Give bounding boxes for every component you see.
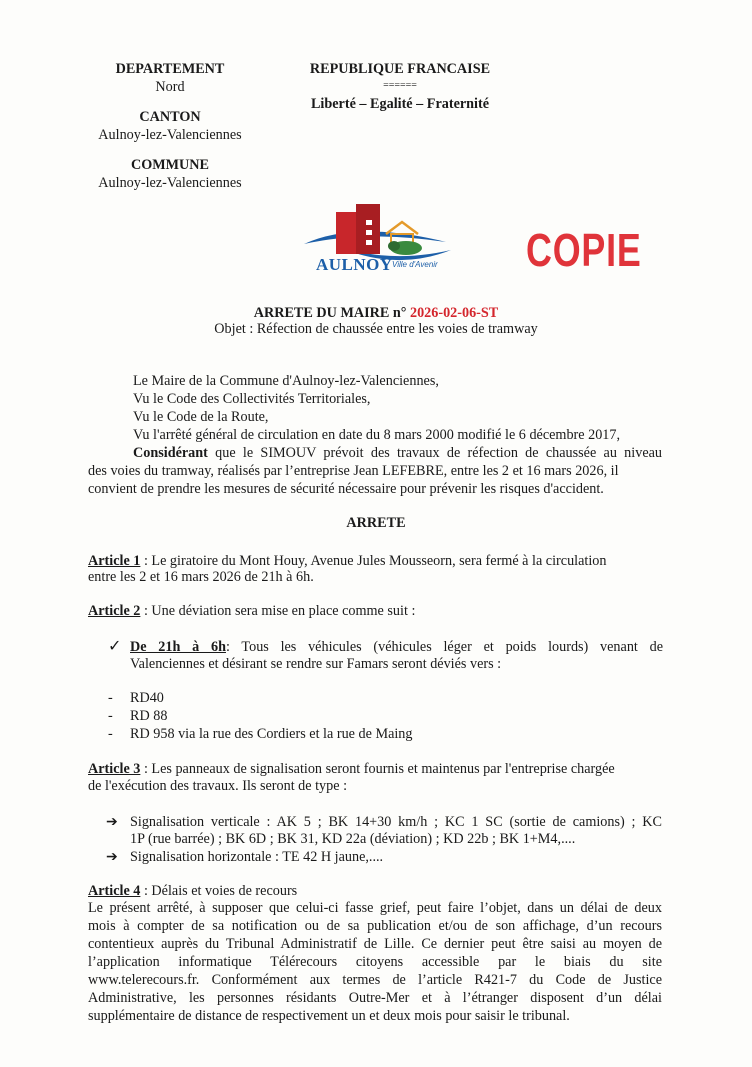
route-label: RD 88	[130, 708, 168, 724]
signal-vertical-b: 1P (rue barrée) ; BK 6D ; BK 31, KD 22a (déviation) ; KD 22b ; BK 1+M4,....	[130, 831, 576, 847]
article-4-line-3: contentieux auprès du Tribunal Administratif de Lille. Ce dernier peut être saisi au moyen de	[88, 936, 662, 952]
decree-title-prefix: ARRETE DU MAIRE n°	[253, 305, 407, 321]
article-4-label: Article 4	[88, 883, 141, 899]
route-item	[108, 725, 413, 743]
article-1-line-2: entre les 2 et 16 mars 2026 de 21h à 6h.	[88, 569, 314, 585]
route-item	[108, 707, 168, 725]
preamble-line-2: Vu le Code des Collectivités Territoriales,	[133, 391, 371, 407]
article-4-line-6: Administrative, les personnes résidants Outre-Mer et à l’étranger disposent d’un délai	[88, 990, 662, 1006]
aulnoy-logo	[296, 198, 456, 280]
canton-label: CANTON	[139, 109, 201, 125]
considerant-line-c: convient de prendre les mesures de sécurité nécessaire pour prévenir les risques d'accident.	[88, 481, 604, 497]
considerant-keyword: Considérant	[133, 445, 208, 461]
article-3-line-1	[88, 760, 615, 778]
article-2-time-line-a	[130, 638, 663, 656]
considerant-text-a: que le SIMOUV prévoit des travaux de réfection de chaussée au niveau	[215, 445, 663, 461]
decree-object: Objet : Réfection de chaussée entre les voies de tramway	[214, 321, 538, 337]
arrete-heading: ARRETE	[346, 515, 406, 531]
check-icon: ✓	[108, 638, 122, 655]
article-4-line-5: www.telerecours.fr. Conformément aux termes de l’article R421-7 du Code de Justice	[88, 972, 662, 988]
article-2-time-label: De 21h à 6h	[130, 639, 226, 655]
article-4-line-7: supplémentaire de distance de respectivement un et deux mois pour saisir le tribunal.	[88, 1008, 570, 1024]
route-dash: -	[108, 690, 113, 706]
article-4-heading-text: : Délais et voies de recours	[140, 883, 298, 899]
article-4-line-4: l’application informatique Télérecours citoyens accessible par le biais du site	[88, 954, 662, 970]
considerant-line-a	[133, 444, 662, 462]
route-label: RD 958 via la rue des Cordiers et la rue de Maing	[130, 726, 413, 742]
logo-subtitle: Ville d'Avenir	[392, 260, 438, 269]
logo-word: AULNOY	[316, 255, 393, 274]
preamble-line-1: Le Maire de la Commune d'Aulnoy-lez-Valenciennes,	[133, 373, 439, 389]
route-item	[108, 689, 164, 707]
article-3-line-2: de l'exécution des travaux. Ils seront de type :	[88, 778, 348, 794]
considerant-line-b: des voies du tramway, réalisés par l’entreprise Jean LEFEBRE, entre les 2 et 16 mars 2026, il	[88, 463, 619, 479]
article-4-heading	[88, 882, 297, 900]
republic-motto: Liberté – Egalité – Fraternité	[310, 96, 490, 112]
decree-number: 2026-02-06-ST	[409, 305, 499, 321]
republic-separator: ======	[383, 80, 417, 91]
article-2-text: : Une déviation sera mise en place comme suit :	[140, 603, 416, 619]
commune-label: COMMUNE	[130, 157, 210, 173]
commune-value: Aulnoy-lez-Valenciennes	[98, 175, 242, 191]
republic-title: REPUBLIQUE FRANCAISE	[309, 61, 491, 77]
department-label: DEPARTEMENT	[115, 61, 225, 77]
route-dash: -	[108, 726, 113, 742]
header-left	[70, 60, 270, 192]
header-right	[290, 60, 510, 113]
signal-vertical-a: Signalisation verticale : AK 5 ; BK 14+30 km/h ; KC 1 SC (sortie de camions) ; KC	[130, 814, 662, 830]
article-3-label: Article 3	[88, 761, 141, 777]
preamble-line-3: Vu le Code de la Route,	[133, 409, 269, 425]
article-1-label: Article 1	[88, 553, 141, 569]
article-4-line-2: mois à compter de sa notification ou de sa publication et/ou de son affichage, d’un recours	[88, 918, 662, 934]
article-2-line	[88, 602, 415, 620]
article-2-time-line-b: Valenciennes et désirant se rendre sur Famars seront déviés vers :	[130, 656, 502, 672]
route-dash: -	[108, 708, 113, 724]
canton-value: Aulnoy-lez-Valenciennes	[98, 127, 242, 143]
signal-horizontal: Signalisation horizontale : TE 42 H jaune,....	[130, 849, 384, 865]
copie-stamp: COPIE	[526, 224, 642, 276]
arrow-icon: ➔	[106, 814, 118, 830]
article-1-text-1: : Le giratoire du Mont Houy, Avenue Jules Mousseorn, sera fermé à la circulation	[140, 553, 607, 569]
article-3-text-1: : Les panneaux de signalisation seront fournis et maintenus par l'entreprise chargée	[140, 761, 615, 777]
department-value: Nord	[155, 79, 185, 95]
article-2-label: Article 2	[88, 603, 141, 619]
article-4-line-1: Le présent arrêté, à supposer que celui-ci fasse grief, peut faire l’objet, dans un délai de deux	[88, 900, 662, 916]
article-2-time-text-a: : Tous les véhicules (véhicules léger et poids lourds) venant de	[225, 639, 664, 655]
route-label: RD40	[130, 690, 164, 706]
preamble-line-4: Vu l'arrêté général de circulation en date du 8 mars 2000 modifié le 6 décembre 2017,	[133, 427, 621, 443]
arrow-icon: ➔	[106, 849, 118, 865]
